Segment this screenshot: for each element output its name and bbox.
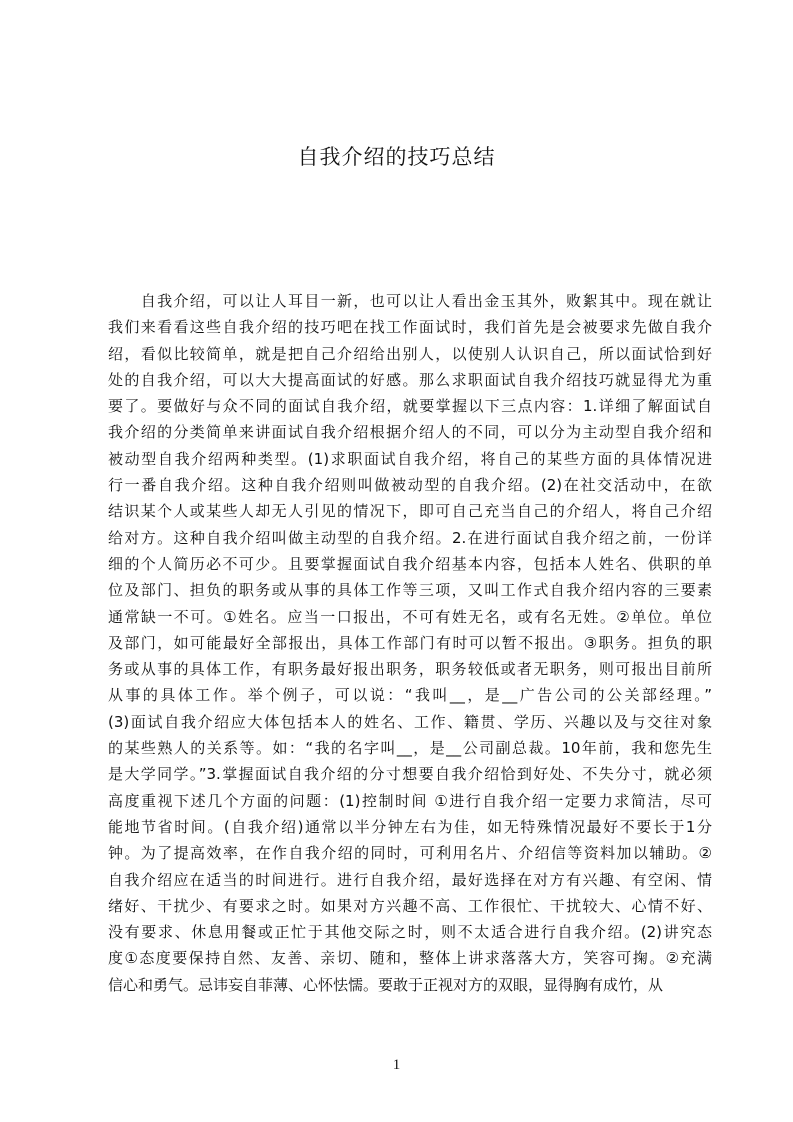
- body-line: 从事的具体工作。举个例子，可以说：“我叫__，是__广告公司的公关部经理。”: [108, 686, 712, 705]
- body-line: (3)面试自我介绍应大体包括本人的姓名、工作、籍贯、学历、兴趣以及与交往对象: [108, 712, 712, 731]
- body-line: 务或从事的具体工作，有职务最好报出职务，职务较低或者无职务，则可报出目前所: [108, 660, 712, 679]
- body-line: 被动型自我介绍两种类型。(1)求职面试自我介绍，将自己的某些方面的具体情况进: [108, 449, 712, 468]
- body-line: 绍，看似比较简单，就是把自己介绍给出别人，以使别人认识自己，所以面试恰到好: [108, 344, 712, 363]
- body-line: 自我介绍，可以让人耳目一新，也可以让人看出金玉其外，败絮其中。现在就让: [108, 292, 712, 310]
- body-line: 钟。为了提高效率，在作自我介绍的同时，可利用名片、介绍信等资料加以辅助。②: [108, 844, 712, 863]
- document-title: 自我介绍的技巧总结: [297, 145, 496, 169]
- body-line: 位及部门、担负的职务或从事的具体工作等三项，又叫工作式自我介绍内容的三要素: [108, 581, 712, 600]
- body-line: 要了。要做好与众不同的面试自我介绍，就要掌握以下三点内容：1.详细了解面试自: [108, 397, 712, 416]
- page-number: 1: [392, 1057, 401, 1073]
- body-line: 自我介绍应在适当的时间进行。进行自我介绍，最好选择在对方有兴趣、有空闲、情: [108, 870, 712, 889]
- body-line: 结识某个人或某些人却无人引见的情况下，即可自己充当自己的介绍人，将自己介绍: [108, 502, 712, 521]
- body-line: 通常缺一不可。①姓名。应当一口报出，不可有姓无名，或有名无姓。②单位。单位: [108, 607, 712, 626]
- body-line: 给对方。这种自我介绍叫做主动型的自我介绍。2.在进行面试自我介绍之前，一份详: [108, 528, 712, 547]
- body-line: 没有要求、休息用餐或正忙于其他交际之时，则不太适合进行自我介绍。(2)讲究态: [108, 923, 712, 942]
- body-line: 度①态度要保持自然、友善、亲切、随和，整体上讲求落落大方，笑容可掬。②充满: [108, 949, 712, 968]
- body-line: 我介绍的分类简单来讲面试自我介绍根据介绍人的不同，可以分为主动型自我介绍和: [108, 423, 712, 442]
- body-line: 及部门，如可能最好全部报出，具体工作部门有时可以暂不报出。③职务。担负的职: [108, 633, 712, 652]
- body-line: 处的自我介绍，可以大大提高面试的好感。那么求职面试自我介绍技巧就显得尤为重: [108, 370, 712, 389]
- document-body: [108, 288, 712, 994]
- body-line: 能地节省时间。(自我介绍)通常以半分钟左右为佳，如无特殊情况最好不要长于1分: [108, 817, 712, 836]
- body-line: 信心和勇气。忌讳妄自菲薄、心怀怯懦。要敢于正视对方的双眼，显得胸有成竹，从: [108, 975, 664, 994]
- body-line: 的某些熟人的关系等。如：“我的名字叫__，是__公司副总裁。10年前，我和您先生: [108, 739, 712, 758]
- body-line: 是大学同学。”3.掌握面试自我介绍的分寸想要自我介绍恰到好处、不失分寸，就必须: [108, 765, 712, 784]
- body-line: 我们来看看这些自我介绍的技巧吧在找工作面试时，我们首先是会被要求先做自我介: [108, 318, 712, 337]
- body-line: 行一番自我介绍。这种自我介绍则叫做被动型的自我介绍。(2)在社交活动中，在欲: [108, 476, 712, 495]
- body-line: 绪好、干扰少、有要求之时。如果对方兴趣不高、工作很忙、干扰较大、心情不好、: [108, 896, 712, 915]
- body-line: 细的个人简历必不可少。且要掌握面试自我介绍基本内容，包括本人姓名、供职的单: [108, 554, 712, 573]
- body-line: 高度重视下述几个方面的问题：(1)控制时间 ①进行自我介绍一定要力求简洁，尽可: [108, 791, 712, 810]
